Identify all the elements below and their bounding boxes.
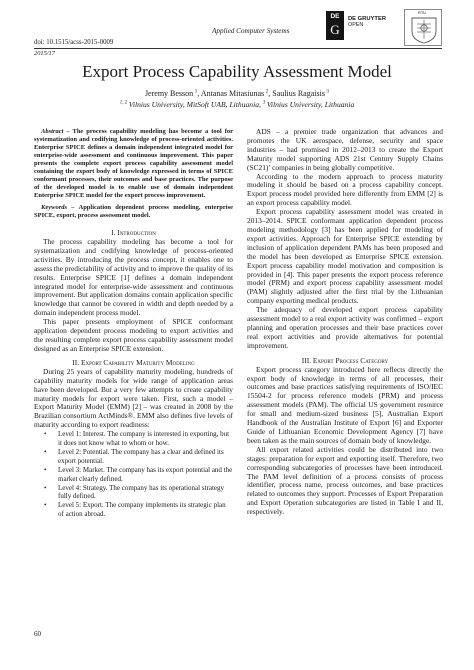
- affiliations: [0, 100, 474, 109]
- abstract-text: – The process capability modeling has become a tool for systematization and codifying knowledge of process-oriented activities. Enterprise SPICE defines a domain independent integrated model for enterprise-wide assessment and continuous improvement. This paper presents the complete export process capability assessment model containing the export body of knowledge expressed in terms of SPICE conformant processes, their outcomes and base practices. The purpose of the developed model is to enable use of domain independent Enterprise SPICE model for the export process improvement.: [34, 128, 233, 199]
- paragraph: This paper presents employment of SPICE conformant application dependent process modeling to export activities and the resulting complete export process capability assessment model designed as an Enterprise SPICE extension.: [34, 317, 233, 353]
- paragraph: During 25 years of capability maturity modeling, hundreds of capability maturity models for wide range of application areas have been developed. But a very few attempts to create capability maturity models for export were taken. First, such a model – Export Maturity Model (EMM) [2] – was created in 2008 by the Brazilian consortium ActMinds®. EMM also defines five levels of maturity according to export readiness:: [34, 366, 233, 430]
- paragraph: Export process capability assessment model was created in 2013–2014. SPICE conformant application dependent process modeling methodology [3] has been applied for modeling of export activities. Approach for Enterprise SPICE extending by inclusion of application dependent PAMs has been proposed and the model has been developed as Enterprise SPICE extension. Export process capability model motivation and composition is provided in [4]. This paper presents the export process reference model (PRM) and export process capability assessment model (PAM) slightly adjusted after the first trial by the Lithuanian company exporting medical products.: [247, 207, 443, 306]
- keywords-label: Keywords: [41, 204, 67, 211]
- maturity-level-list: [34, 430, 233, 519]
- paragraph: ADS – a premier trade organization that advances and promotes the UK aerospace, defense, security and space industries – had promised in 2012–2013 to create the Export Maturity model supporting ADS 21st Century Supply Chains (SC21)’ companies in being globally competitive.: [247, 127, 443, 172]
- author-name: Saulius Ragaisis: [272, 89, 325, 98]
- affiliation: Vilnius University, Lithuania: [266, 100, 355, 109]
- left-column: [34, 128, 233, 519]
- paragraph: According to the modern approach to process maturity modeling it should be based on a process capability concept. Export process model provided here differently from EMM [2] is an export process capability model.: [247, 171, 443, 208]
- list-item: • Level 5: Export. The company implements its strategic plan of action abroad.: [34, 501, 233, 519]
- paragraph: The process capability modeling has become a tool for systematization and codifying knowledge of process-oriented activities. By introducing the process concept, it enables one to assess the predictability of activity and to improve the quality of its results. Enterprise SPICE [1] defines a domain independent integrated model for enterprise-wide assessment and continuous improvement. But application domains contain application specific knowledge that cannot be covered in width and depth needed by a domain independent process model.: [34, 237, 233, 318]
- section-title: Export Process Category: [312, 355, 389, 365]
- author-name: Jeremy Besson: [144, 89, 194, 98]
- de-gruyter-logo: [326, 11, 344, 40]
- keywords-text: – Application dependent process modeling, enterprise SPICE, export, process assessment model.: [34, 204, 233, 219]
- paragraph: Export process category introduced here reflects directly the export body of knowledge in terms of all processes, their outcomes and base practices satisfying requirements of ISO/IEC 15504-2 for process reference models (PRM) and process assessment models (PAM). The official US government resource for small and medium-sized business [5], Australian Export Handbook of the Australian Institute of Export [6] and Exporter Guide of Lithuanian Economic Development Agency [7] have been taken as the main sources of domain body of knowledge.: [247, 364, 443, 445]
- author-affil-mark: 3: [326, 89, 330, 95]
- volume-year: 2015/17: [34, 50, 55, 57]
- journal-name: Applied Computer Systems: [212, 27, 290, 35]
- list-item: • Level 1: Interest. The company is interested in exporting, but it does not know what to whom or how.: [34, 430, 233, 448]
- university-logo-caption: RTU: [418, 10, 427, 15]
- section-number: III.: [301, 355, 312, 365]
- publisher-line1: DE GRUYTER: [348, 16, 387, 22]
- paper-title: Export Process Capability Assessment Model: [82, 62, 392, 81]
- author-affil-mark: 1: [194, 89, 198, 95]
- keywords: [34, 204, 233, 220]
- right-column: [247, 128, 443, 517]
- doi: doi: 10.1515/acss-2015-0009: [34, 39, 114, 46]
- list-item: • Level 2: Potential. The company has a clear and defined its export potential.: [34, 448, 233, 466]
- author-name: Antanas Mitasiunas: [200, 89, 265, 98]
- page-header: [0, 0, 474, 60]
- section-number: I.: [111, 228, 116, 237]
- section-number: II.: [72, 357, 80, 367]
- university-crest-icon: [408, 14, 440, 44]
- affiliation: Vilnius University, MitSoft UAB, Lithuania,: [128, 100, 261, 109]
- page-number: 60: [34, 630, 41, 638]
- author-list: Jeremy Besson $^1$, Antanas Mitasiunas $^2$, Saulius Ragaisis $^3$: [144, 89, 330, 98]
- section-title: Introduction: [117, 228, 156, 237]
- paragraph: The adequacy of developed export process capability assessment model to a real export activity was confirmed – export planning and operation processes and their base practices cover real export activities and provide alternatives for potential improvement.: [247, 305, 443, 350]
- list-item: • Level 4: Strategy. The company has its operational strategy fully defined.: [34, 484, 233, 502]
- publisher-line2: OPEN: [348, 22, 364, 29]
- abstract-label: Abstract: [41, 128, 64, 135]
- header-rule: [34, 48, 442, 49]
- section-title: Export Capability Maturity Modeling: [80, 357, 195, 367]
- de-gruyter-g-glyph: G: [330, 22, 340, 37]
- publisher-name: [348, 16, 386, 29]
- affiliation-mark: 3: [262, 100, 266, 106]
- paragraph: All export related activities could be distributed into two stages: preparation for export and exporting itself. Therefore, two corresponding subcategories of processes have been introduced. The PAM level definition of a process consists of process identifier, process name, process outcomes, and base practices related to outcomes they support. Processes of Export Preparation and Export Operation subcategories are listed in Table I and II, respectively.: [247, 444, 443, 517]
- affiliation-mark: 1, 2: [119, 100, 128, 106]
- author-affil-mark: 2: [265, 89, 269, 95]
- de-gruyter-mark: DE: [330, 13, 340, 20]
- list-item: • Level 3: Market. The company has its export potential and the market clearly defined.: [34, 466, 233, 484]
- abstract: [34, 128, 233, 200]
